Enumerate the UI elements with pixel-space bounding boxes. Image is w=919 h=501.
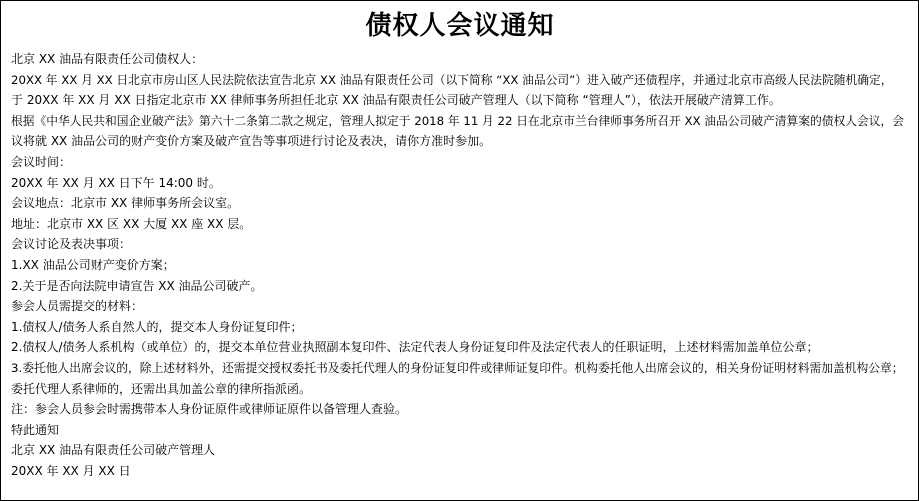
signature-date: 20XX 年 XX 月 XX 日	[11, 463, 131, 478]
signature-issuer: 北京 XX 油品有限责任公司破产管理人	[11, 443, 216, 458]
materials-item: 3.委托他人出席会议的，除上述材料外，还需提交授权委托书及委托代理人的身份证复印件或律师证复印件。机构委托他人出席会议的，相关身份证明材料需加盖机构公章；	[11, 360, 904, 375]
document-body	[11, 49, 909, 481]
meeting-location: 会议地点：北京市 XX 律师事务所会议室。	[11, 196, 240, 211]
addressee-line: 北京 XX 油品有限责任公司债权人：	[11, 52, 204, 66]
materials-item-continued: 委托代理人系律师的，还需出具加盖公章的律所指派函。	[11, 381, 312, 396]
meeting-address: 地址：北京市 XX 区 XX 大厦 XX 座 XX 层。	[11, 216, 252, 231]
agenda-item: 1.XX 油品公司财产变价方案；	[11, 257, 175, 272]
agenda-item: 2.关于是否向法院申请宣告 XX 油品公司破产。	[11, 278, 263, 293]
document-title: 债权人会议通知	[365, 11, 555, 41]
body-paragraph-line: 20XX 年 XX 月 XX 日北京市房山区人民法院依法宣告北京 XX 油品有限责任公司（以下简称 “XX 油品公司”）进入破产还债程序，并通过北京市高级人民法院随机确定，	[11, 72, 893, 87]
body-paragraph-line: 于 20XX 年 XX 月 XX 日指定北京市 XX 律师事务所担任北京 XX 油品有限责任公司破产管理人（以下简称 “管理人”），依法开展破产清算工作。	[11, 93, 781, 108]
note-line: 注：参会人员参会时需携带本人身份证原件或律师证原件以备管理人查验。	[11, 402, 408, 417]
materials-item: 2.债权人/债务人系机构（或单位）的，提交本单位营业执照副本复印件、法定代表人身份证复印件及法定代表人的任职证明，上述材料需加盖单位公章；	[11, 340, 819, 355]
agenda-heading: 会议讨论及表决事项：	[11, 237, 132, 252]
materials-item: 1.债权人/债务人系自然人的，提交本人身份证复印件；	[11, 319, 303, 334]
materials-heading: 参会人员需提交的材料：	[11, 299, 144, 314]
body-paragraph-line: 议将就 XX 油品公司的财产变价方案及破产宣告等事项进行讨论及表决，请你方准时参加。	[11, 134, 492, 149]
closing-line: 特此通知	[11, 422, 60, 437]
meeting-time-value: 20XX 年 XX 月 XX 日下午 14:00 时。	[11, 175, 221, 190]
body-paragraph-line: 根据《中华人民共和国企业破产法》第六十二条第二款之规定，管理人拟定于 2018 年 11 月 22 日在北京市兰台律师事务所召开 XX 油品公司破产清算案的债权人会议，会	[11, 113, 905, 128]
meeting-time-heading: 会议时间：	[11, 154, 72, 169]
